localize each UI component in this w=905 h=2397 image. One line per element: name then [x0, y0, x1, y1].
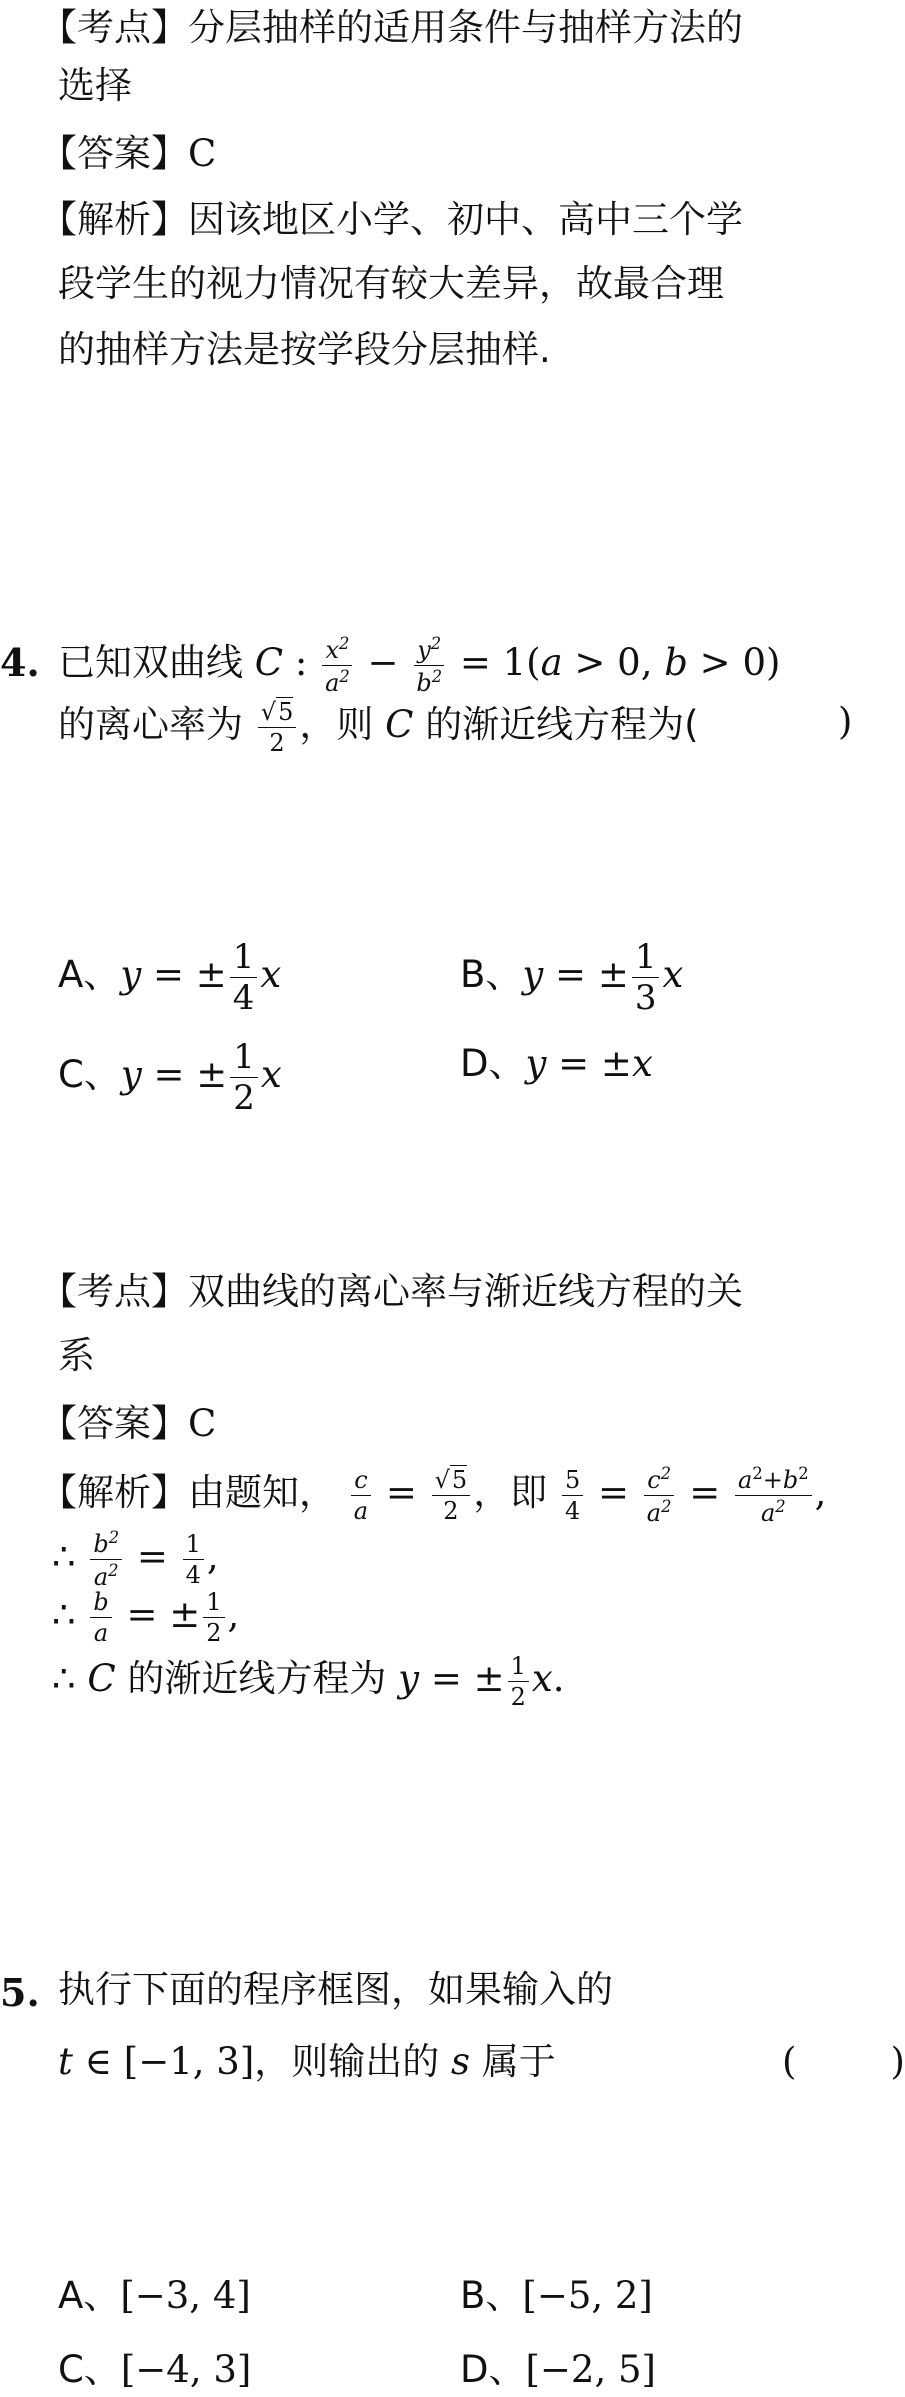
q4-jiexi-line2: ∴ $\frac{b^2}{a^2}$ = $\frac{1}{4}$ ,: [52, 1528, 219, 1591]
prev-jiexi-line3: 的抽样方法是按学段分层抽样.: [58, 328, 551, 371]
q5-option-d[interactable]: D、[−2, 5]: [460, 2348, 656, 2391]
q4-answer: 【答案】C: [40, 1402, 217, 1445]
q4-answer-paren-close: ): [838, 700, 853, 743]
q4-kaodian-line2: 系: [58, 1334, 95, 1377]
kaodian-tag: 【考点】: [40, 6, 188, 49]
q4-option-d[interactable]: D、y = ±x: [460, 1042, 653, 1085]
prev-answer: 【答案】C: [40, 132, 217, 175]
q5-answer-paren: ( ): [782, 2040, 905, 2083]
q4-jiexi-line3: ∴ $\frac{b}{a}$ = ± $\frac{1}{2}$ ,: [52, 1588, 240, 1647]
q4-jiexi-line4: ∴ C 的渐近线方程为 y = ± $\frac{1}{2}$ x.: [52, 1652, 565, 1711]
prev-jiexi-line2: 段学生的视力情况有较大差异，故最合理: [58, 262, 724, 305]
q5-option-c[interactable]: C、[−4, 3]: [58, 2348, 252, 2391]
q4-jiexi-line1: 【解析】由题知， $\frac{c}{a}$ = $\frac{√5}{2}$ ，即 $\frac{5}{4}$ = $\frac{c^2}{a^2}$ = $\frac{a^2+b^2}{a^2}$ ,: [40, 1464, 827, 1527]
prev-jiexi-line1: 【解析】因该地区小学、初中、高中三个学: [40, 198, 743, 241]
q5-stem-line1: 执行下面的程序框图，如果输入的: [58, 1968, 613, 2011]
q4-kaodian-line1: 【考点】双曲线的离心率与渐近线方程的关: [40, 1270, 743, 1313]
q4-option-b[interactable]: B、y = ± $\frac{1}{3}$ x: [460, 937, 684, 1018]
question-number-5: 5.: [0, 1970, 40, 2015]
q4-stem-line2: 的离心率为 $\frac{√5}{2}$ ，则 C 的渐近线方程为(: [58, 698, 699, 757]
prev-kaodian-line2: 选择: [58, 64, 132, 107]
q4-stem-line1: 已知双曲线 C : $\frac{x^2}{a^2}$ − $\frac{y^2}{b^2}$ = 1(a > 0, b > 0): [58, 634, 781, 697]
q4-option-a[interactable]: A、y = ± $\frac{1}{4}$ x: [58, 937, 282, 1018]
question-number-4: 4.: [0, 640, 40, 685]
q5-stem-line2: t ∈ [−1, 3]，则输出的 s 属于: [58, 2040, 556, 2083]
prev-kaodian-line1: 【考点】分层抽样的适用条件与抽样方法的: [40, 6, 743, 49]
q5-option-b[interactable]: B、[−5, 2]: [460, 2274, 653, 2317]
q4-option-c[interactable]: C、y = ± $\frac{1}{2}$ x: [58, 1037, 282, 1118]
q5-option-a[interactable]: A、[−3, 4]: [58, 2274, 251, 2317]
